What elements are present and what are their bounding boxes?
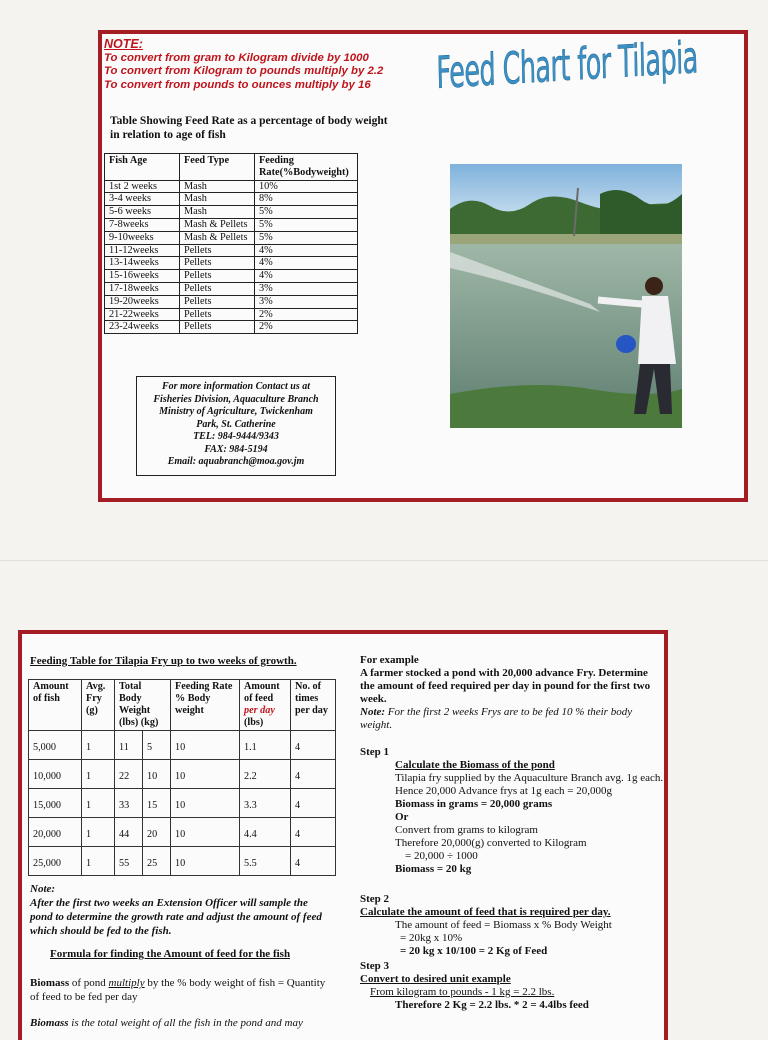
table-cell: 1 bbox=[82, 847, 115, 876]
table-cell: 1 bbox=[82, 789, 115, 818]
table-cell: 13-14weeks bbox=[105, 257, 180, 270]
col-header: Fish Age bbox=[105, 154, 180, 181]
fry-feeding-table bbox=[28, 679, 336, 876]
table-cell: 20 bbox=[143, 818, 171, 847]
extension-note bbox=[30, 882, 330, 938]
table-cell: 11 bbox=[115, 731, 143, 760]
table-cell: 5.5 bbox=[240, 847, 291, 876]
contact-line: For more information Contact us at bbox=[161, 381, 311, 392]
col-header: Total Body Weight (lbs) (kg) bbox=[115, 680, 171, 731]
feed-header-part: Amount of feed bbox=[244, 681, 280, 704]
note-line: To convert from Kilogram to pounds multiply by 2.2 bbox=[104, 65, 384, 77]
example-block bbox=[360, 654, 665, 732]
table-cell: 11-12weeks bbox=[105, 244, 180, 257]
table-cell: 10% bbox=[255, 180, 358, 193]
step3-line: From kilogram to pounds - 1 kg = 2.2 lbs. bbox=[370, 986, 555, 998]
table-cell: 3% bbox=[255, 282, 358, 295]
formula-word: of pond bbox=[69, 977, 109, 989]
step1-line: Therefore 20,000(g) converted to Kilogram bbox=[395, 837, 587, 849]
page-divider bbox=[0, 560, 768, 561]
table-row bbox=[105, 206, 358, 219]
note-line: To convert from gram to Kilogram divide by 1000 bbox=[104, 51, 369, 64]
table-cell: 4% bbox=[255, 244, 358, 257]
example-problem: A farmer stocked a pond with 20,000 advance Fry. Determine the amount of feed required per day in pound for the first two week. bbox=[360, 667, 651, 705]
table-cell: 4% bbox=[255, 270, 358, 283]
step3-line: Therefore 2 Kg = 2.2 lbs. * 2 = 4.4lbs feed bbox=[395, 999, 589, 1011]
table-row bbox=[105, 270, 358, 283]
contact-line: Fisheries Division, Aquaculture Branch bbox=[153, 393, 319, 405]
table-cell: 4% bbox=[255, 257, 358, 270]
table-cell: Pellets bbox=[180, 244, 255, 257]
step2-label: Step 2 bbox=[360, 893, 390, 905]
step1-line: Biomass in grams = 20,000 grams bbox=[395, 798, 553, 810]
formula-text bbox=[30, 976, 330, 1004]
table-cell: Pellets bbox=[180, 308, 255, 321]
table-row bbox=[105, 244, 358, 257]
table-row bbox=[105, 321, 358, 334]
step1-label: Step 1 bbox=[360, 746, 390, 758]
feed-header-part: (lbs) bbox=[244, 717, 264, 728]
table-cell: Pellets bbox=[180, 257, 255, 270]
table-row bbox=[29, 731, 336, 760]
table-cell: 23-24weeks bbox=[105, 321, 180, 334]
step1-line: Hence 20,000 Advance frys at 1g each = 20,000g bbox=[395, 785, 612, 797]
table-cell: 1 bbox=[82, 731, 115, 760]
table-cell: Pellets bbox=[180, 270, 255, 283]
table-cell: 19-20weeks bbox=[105, 295, 180, 308]
table-cell: 10 bbox=[143, 760, 171, 789]
table-row bbox=[29, 818, 336, 847]
step3-block bbox=[360, 960, 665, 1012]
example-note-label: Note: bbox=[360, 706, 386, 718]
table-row bbox=[105, 231, 358, 244]
col-header: Feeding Rate(%Bodyweight) bbox=[255, 154, 358, 181]
table-cell: 10 bbox=[171, 789, 240, 818]
formula-word: by the % body weight of fish = Quantity of feed to be fed per day bbox=[30, 977, 326, 1003]
table-cell: Pellets bbox=[180, 282, 255, 295]
table-row bbox=[105, 308, 358, 321]
contact-line: Ministry of Agriculture, Twickenham bbox=[159, 406, 313, 417]
step2-body bbox=[360, 919, 665, 958]
step1-title: Calculate the Biomass of the pond bbox=[395, 759, 555, 771]
step1-block bbox=[360, 746, 665, 876]
contact-line: FAX: 984-5194 bbox=[204, 443, 268, 455]
table-cell: 5,000 bbox=[29, 731, 82, 760]
step1-line: Tilapia fry supplied by the Aquaculture Branch avg. 1g each. bbox=[395, 772, 664, 784]
table-cell: 2% bbox=[255, 321, 358, 334]
example-heading: For example bbox=[360, 654, 419, 666]
table-cell: 25 bbox=[143, 847, 171, 876]
step2-line: = 20 kg x 10/100 = 2 Kg of Feed bbox=[400, 945, 548, 957]
step2-block bbox=[360, 893, 665, 958]
table-cell: 5 bbox=[143, 731, 171, 760]
table-cell: 4 bbox=[291, 760, 336, 789]
step3-title: Convert to desired unit example bbox=[360, 973, 511, 985]
formula-word: Biomass bbox=[30, 977, 70, 989]
table-cell: 10 bbox=[171, 847, 240, 876]
step1-line: Biomass = 20 kg bbox=[395, 863, 472, 875]
biomass-def-word: Biomass bbox=[30, 1017, 69, 1029]
col-header: Amount of fish bbox=[29, 680, 82, 731]
col-header: No. of times per day bbox=[291, 680, 336, 731]
biomass-def-rest: is the total weight of all the fish in the pond and may bbox=[68, 1017, 303, 1029]
step1-line: = 20,000 ÷ 1000 bbox=[405, 850, 478, 862]
table-cell: Mash & Pellets bbox=[180, 218, 255, 231]
table-cell: Pellets bbox=[180, 321, 255, 334]
table-row bbox=[29, 789, 336, 818]
contact-line: TEL: 984-9444/9343 bbox=[193, 431, 279, 442]
table-cell: 5% bbox=[255, 218, 358, 231]
table-cell: 10 bbox=[171, 818, 240, 847]
step1-body bbox=[360, 759, 665, 876]
table-cell: 2.2 bbox=[240, 760, 291, 789]
step2-line: The amount of feed = Biomass x % Body Weight bbox=[395, 919, 612, 931]
col-header: Avg. Fry (g) bbox=[82, 680, 115, 731]
step1-line: Or bbox=[395, 811, 409, 823]
table-cell: 1st 2 weeks bbox=[105, 180, 180, 193]
table-cell: 3.3 bbox=[240, 789, 291, 818]
table-cell: 8% bbox=[255, 193, 358, 206]
table-row bbox=[105, 257, 358, 270]
table-cell: 15,000 bbox=[29, 789, 82, 818]
feed-header-per-day: per day bbox=[244, 705, 275, 716]
biomass-definition bbox=[30, 1016, 330, 1030]
table-cell: 1 bbox=[82, 818, 115, 847]
table-row bbox=[29, 760, 336, 789]
cover-title: Feed Chart for Tilapia bbox=[436, 32, 699, 99]
table-cell: 22 bbox=[115, 760, 143, 789]
table-cell: 3-4 weeks bbox=[105, 193, 180, 206]
table-row bbox=[29, 847, 336, 876]
table-cell: 33 bbox=[115, 789, 143, 818]
col-header: Feeding Rate % Body weight bbox=[171, 680, 240, 731]
table-cell: Mash bbox=[180, 180, 255, 193]
table-cell: 4 bbox=[291, 731, 336, 760]
note-line: To convert from pounds to ounces multiply by 16 bbox=[104, 78, 371, 91]
table-row bbox=[105, 295, 358, 308]
table-cell: 10 bbox=[171, 731, 240, 760]
pond-photo-image bbox=[450, 164, 682, 428]
contact-box bbox=[136, 376, 336, 476]
table-row bbox=[105, 218, 358, 231]
table-cell: 1 bbox=[82, 760, 115, 789]
table-cell: 4 bbox=[291, 847, 336, 876]
step2-title: Calculate the amount of feed that is required per day. bbox=[360, 906, 611, 918]
table-cell: 7-8weeks bbox=[105, 218, 180, 231]
table-cell: 5-6 weeks bbox=[105, 206, 180, 219]
table-cell: 5% bbox=[255, 231, 358, 244]
step2-line: = 20kg x 10% bbox=[400, 932, 463, 944]
extension-note-title: Note: bbox=[30, 883, 56, 895]
table-cell: 15-16weeks bbox=[105, 270, 180, 283]
feed-rate-table bbox=[104, 153, 358, 334]
table-row bbox=[105, 282, 358, 295]
table-cell: 55 bbox=[115, 847, 143, 876]
table-cell: 4 bbox=[291, 789, 336, 818]
table-cell: 17-18weeks bbox=[105, 282, 180, 295]
table-cell: 10 bbox=[171, 760, 240, 789]
contact-email: Email: aquabranch@moa.gov.jm bbox=[167, 456, 305, 467]
age-table-caption: Table Showing Feed Rate as a percentage of body weight in relation to age of fish bbox=[110, 115, 388, 141]
step1-line: Convert from grams to kilogram bbox=[395, 824, 538, 836]
table-cell: 20,000 bbox=[29, 818, 82, 847]
table-cell: Pellets bbox=[180, 295, 255, 308]
table-cell: 10,000 bbox=[29, 760, 82, 789]
table-row bbox=[105, 180, 358, 193]
table-cell: 44 bbox=[115, 818, 143, 847]
step3-label: Step 3 bbox=[360, 960, 390, 972]
fry-table-title: Feeding Table for Tilapia Fry up to two weeks of growth. bbox=[30, 655, 297, 667]
table-cell: 4 bbox=[291, 818, 336, 847]
conversion-note bbox=[104, 38, 412, 92]
table-cell: Mash & Pellets bbox=[180, 231, 255, 244]
col-header bbox=[240, 680, 291, 731]
example-note-text: For the first 2 weeks Frys are to be fed 10 % their body weight. bbox=[360, 706, 633, 731]
table-cell: 2% bbox=[255, 308, 358, 321]
table-cell: 15 bbox=[143, 789, 171, 818]
table-cell: 9-10weeks bbox=[105, 231, 180, 244]
table-cell: 5% bbox=[255, 206, 358, 219]
extension-note-text: After the first two weeks an Extension Officer will sample the pond to determine the growth rate and adjust the amount of feed which should be fed to the fish. bbox=[30, 897, 322, 937]
note-title: NOTE: bbox=[104, 37, 143, 51]
formula-title: Formula for finding the Amount of feed for the fish bbox=[50, 948, 291, 960]
contact-line: Park, St. Catherine bbox=[196, 418, 276, 430]
table-cell: Mash bbox=[180, 206, 255, 219]
pond-photo bbox=[450, 164, 682, 428]
formula-word: multiply bbox=[108, 977, 145, 989]
table-cell: 3% bbox=[255, 295, 358, 308]
table-cell: 25,000 bbox=[29, 847, 82, 876]
table-cell: 1.1 bbox=[240, 731, 291, 760]
table-cell: 4.4 bbox=[240, 818, 291, 847]
table-cell: 21-22weeks bbox=[105, 308, 180, 321]
example-note bbox=[360, 706, 665, 732]
col-header: Feed Type bbox=[180, 154, 255, 181]
table-cell: Mash bbox=[180, 193, 255, 206]
table-row bbox=[105, 193, 358, 206]
